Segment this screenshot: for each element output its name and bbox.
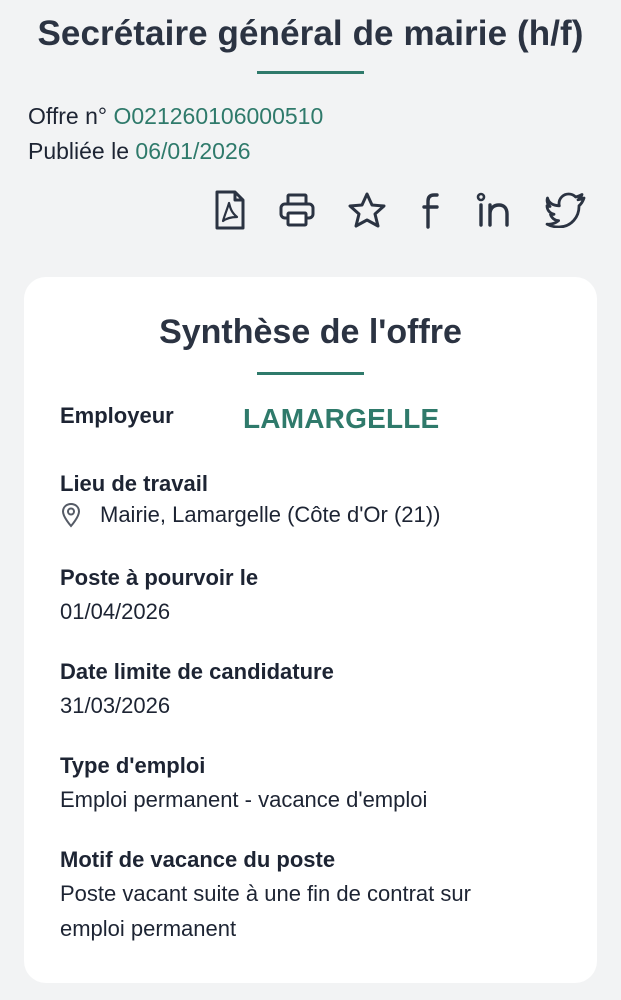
deadline-value: 31/03/2026 — [60, 693, 171, 718]
pdf-file-icon — [211, 190, 247, 230]
offer-number-value: O021260106000510 — [113, 103, 324, 129]
published-date-label: Publiée le — [28, 138, 130, 164]
offer-summary-card — [24, 277, 597, 983]
employer-label: Employeur — [60, 403, 174, 428]
print-button[interactable] — [275, 188, 319, 232]
page-title: Secrétaire général de mairie (h/f) — [37, 14, 584, 53]
published-date-line — [28, 138, 251, 165]
start-date-value: 01/04/2026 — [60, 599, 171, 624]
vacancy-reason-value-line2: emploi permanent — [60, 916, 237, 941]
location-row — [60, 502, 440, 528]
offer-number-label: Offre n° — [28, 103, 108, 129]
star-icon — [347, 191, 387, 229]
linkedin-share-button[interactable] — [474, 188, 518, 232]
job-type-value: Emploi permanent - vacance d'emploi — [60, 787, 428, 812]
title-underline — [257, 71, 364, 74]
deadline-label: Date limite de candidature — [60, 659, 334, 684]
facebook-icon — [421, 191, 445, 229]
location-value: Mairie, Lamargelle (Côte d'Or (21)) — [100, 502, 441, 527]
summary-title: Synthèse de l'offre — [159, 313, 462, 351]
employer-link[interactable]: LAMARGELLE — [243, 403, 440, 434]
facebook-share-button[interactable] — [411, 188, 455, 232]
vacancy-reason-value-line1: Poste vacant suite à une fin de contrat sur — [60, 881, 471, 906]
location-pin-icon — [60, 502, 82, 528]
share-actions-bar — [0, 188, 621, 232]
offer-number-line — [28, 103, 323, 130]
pdf-button[interactable] — [207, 188, 251, 232]
published-date-value: 06/01/2026 — [135, 138, 251, 164]
start-date-label: Poste à pourvoir le — [60, 565, 259, 590]
printer-icon — [278, 192, 316, 228]
twitter-icon — [545, 192, 587, 228]
summary-title-underline — [257, 372, 364, 375]
twitter-share-button[interactable] — [544, 188, 588, 232]
linkedin-icon — [476, 192, 516, 228]
favorite-button[interactable] — [345, 188, 389, 232]
job-type-label: Type d'emploi — [60, 753, 206, 778]
location-label: Lieu de travail — [60, 471, 208, 496]
vacancy-reason-label: Motif de vacance du poste — [60, 847, 336, 872]
